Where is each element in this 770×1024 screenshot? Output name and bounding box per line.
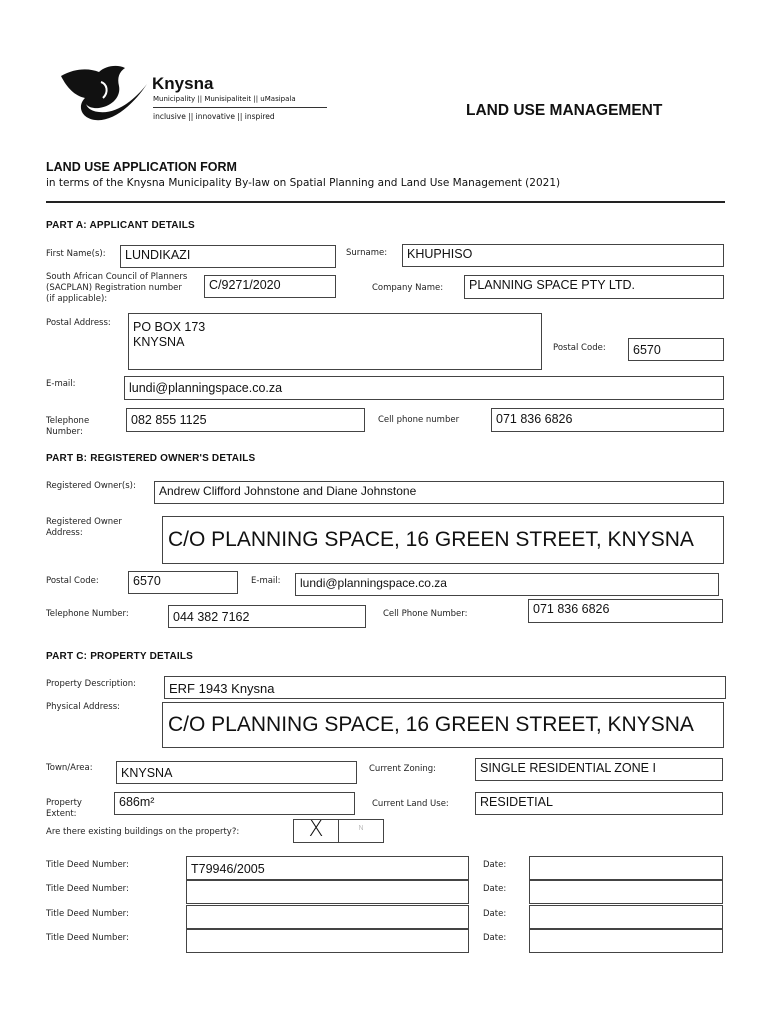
title-deed-date-label: Date: (483, 884, 507, 894)
title-deed-row (0, 905, 770, 929)
property-description-label: Property Description: (46, 679, 136, 689)
surname-field[interactable]: KHUPHISO (402, 244, 724, 267)
doc-title: LAND USE MANAGEMENT (466, 102, 663, 119)
form-title: LAND USE APPLICATION FORM (46, 160, 237, 174)
company-field[interactable]: PLANNING SPACE PTY LTD. (464, 275, 724, 299)
brand-name: Knysna (152, 74, 214, 93)
owners-label: Registered Owner(s): (46, 481, 136, 491)
owner-address-field[interactable]: C/O PLANNING SPACE, 16 GREEN STREET, KNYSNA (162, 516, 724, 564)
owner-postal-code-field[interactable]: 6570 (128, 571, 238, 594)
knysna-logo (55, 62, 335, 132)
header-rule (46, 201, 725, 203)
form-subtitle: in terms of the Knysna Municipality By-law on Spatial Planning and Land Use Management (2021) (46, 177, 561, 189)
postal-code-label: Postal Code: (553, 343, 606, 353)
telephone-label-1: Telephone (46, 416, 90, 426)
land-use-field[interactable]: RESIDETIAL (475, 792, 723, 815)
title-deed-label: Title Deed Number: (46, 909, 129, 919)
title-deed-label: Title Deed Number: (46, 884, 129, 894)
surname-label: Surname: (346, 248, 388, 258)
email-label: E-mail: (46, 379, 76, 389)
town-field[interactable]: KNYSNA (116, 761, 357, 784)
telephone-field[interactable]: 082 855 1125 (126, 408, 365, 432)
owner-email-label: E-mail: (251, 576, 281, 586)
title-deed-date-field[interactable] (529, 880, 723, 904)
owner-address-label-1: Registered Owner (46, 517, 122, 527)
first-name-field[interactable]: LUNDIKAZI (120, 245, 336, 268)
email-field[interactable]: lundi@planningspace.co.za (124, 376, 724, 400)
title-deed-date-field[interactable] (529, 905, 723, 929)
zoning-field[interactable]: SINGLE RESIDENTIAL ZONE I (475, 758, 723, 781)
brand-tagline: inclusive || innovative || inspired (153, 112, 275, 121)
sacplan-label-2: (SACPLAN) Registration number (46, 283, 182, 293)
postal-address-label: Postal Address: (46, 318, 111, 328)
part-a-heading: PART A: APPLICANT DETAILS (46, 220, 195, 231)
company-label: Company Name: (372, 283, 444, 293)
physical-address-label: Physical Address: (46, 702, 120, 712)
town-label: Town/Area: (46, 763, 93, 773)
title-deed-date-label: Date: (483, 909, 507, 919)
existing-buildings-yes-checkbox[interactable]: X (293, 819, 339, 843)
title-deed-number-field[interactable]: T79946/2005 (186, 856, 469, 880)
sacplan-label-1: South African Council of Planners (46, 272, 188, 282)
extent-field[interactable]: 686m² (114, 792, 355, 815)
postal-address-line-2: KNYSNA (133, 335, 185, 349)
title-deed-label: Title Deed Number: (46, 860, 129, 870)
physical-address-field[interactable]: C/O PLANNING SPACE, 16 GREEN STREET, KNYSNA (162, 702, 724, 748)
owner-telephone-label: Telephone Number: (46, 609, 129, 619)
telephone-label-2: Number: (46, 427, 83, 437)
title-deed-label: Title Deed Number: (46, 933, 129, 943)
postal-address-field[interactable] (128, 313, 542, 370)
owner-telephone-field[interactable]: 044 382 7162 (168, 605, 366, 628)
sacplan-label-3: (if applicable): (46, 294, 108, 304)
title-deed-number-field[interactable] (186, 929, 469, 953)
brand-divider (153, 107, 327, 108)
cell-field[interactable]: 071 836 6826 (491, 408, 724, 432)
zoning-label: Current Zoning: (369, 764, 437, 774)
part-c-heading: PART C: PROPERTY DETAILS (46, 651, 194, 662)
title-deed-date-label: Date: (483, 933, 507, 943)
brand-sub: Municipality || Munisipaliteit || uMasipala (153, 95, 296, 103)
existing-buildings-label: Are there existing buildings on the property?: (46, 827, 240, 837)
sacplan-field[interactable]: C/9271/2020 (204, 275, 336, 298)
owner-cell-label: Cell Phone Number: (383, 609, 468, 619)
cell-label: Cell phone number (378, 415, 460, 425)
title-deed-number-field[interactable] (186, 880, 469, 904)
owner-cell-field[interactable]: 071 836 6826 (528, 599, 723, 623)
postal-address-line-1: PO BOX 173 (133, 320, 206, 334)
title-deed-date-label: Date: (483, 860, 507, 870)
part-b-heading: PART B: REGISTERED OWNER'S DETAILS (46, 453, 256, 464)
owner-email-field[interactable]: lundi@planningspace.co.za (295, 573, 719, 596)
existing-buildings-no-checkbox[interactable]: N (338, 819, 384, 843)
property-description-field[interactable]: ERF 1943 Knysna (164, 676, 726, 699)
owner-postal-code-label: Postal Code: (46, 576, 99, 586)
owner-address-label-2: Address: (46, 528, 83, 538)
title-deed-number-field[interactable] (186, 905, 469, 929)
title-deed-row (0, 880, 770, 904)
extent-label-2: Extent: (46, 809, 77, 819)
knysna-logo-icon (55, 62, 155, 126)
title-deed-row (0, 929, 770, 953)
first-name-label: First Name(s): (46, 249, 106, 259)
title-deed-date-field[interactable] (529, 929, 723, 953)
title-deed-row (0, 856, 770, 880)
title-deed-date-field[interactable] (529, 856, 723, 880)
owners-field[interactable]: Andrew Clifford Johnstone and Diane Johnstone (154, 481, 724, 504)
extent-label-1: Property (46, 798, 82, 808)
land-use-label: Current Land Use: (372, 799, 449, 809)
postal-code-field[interactable]: 6570 (628, 338, 724, 361)
